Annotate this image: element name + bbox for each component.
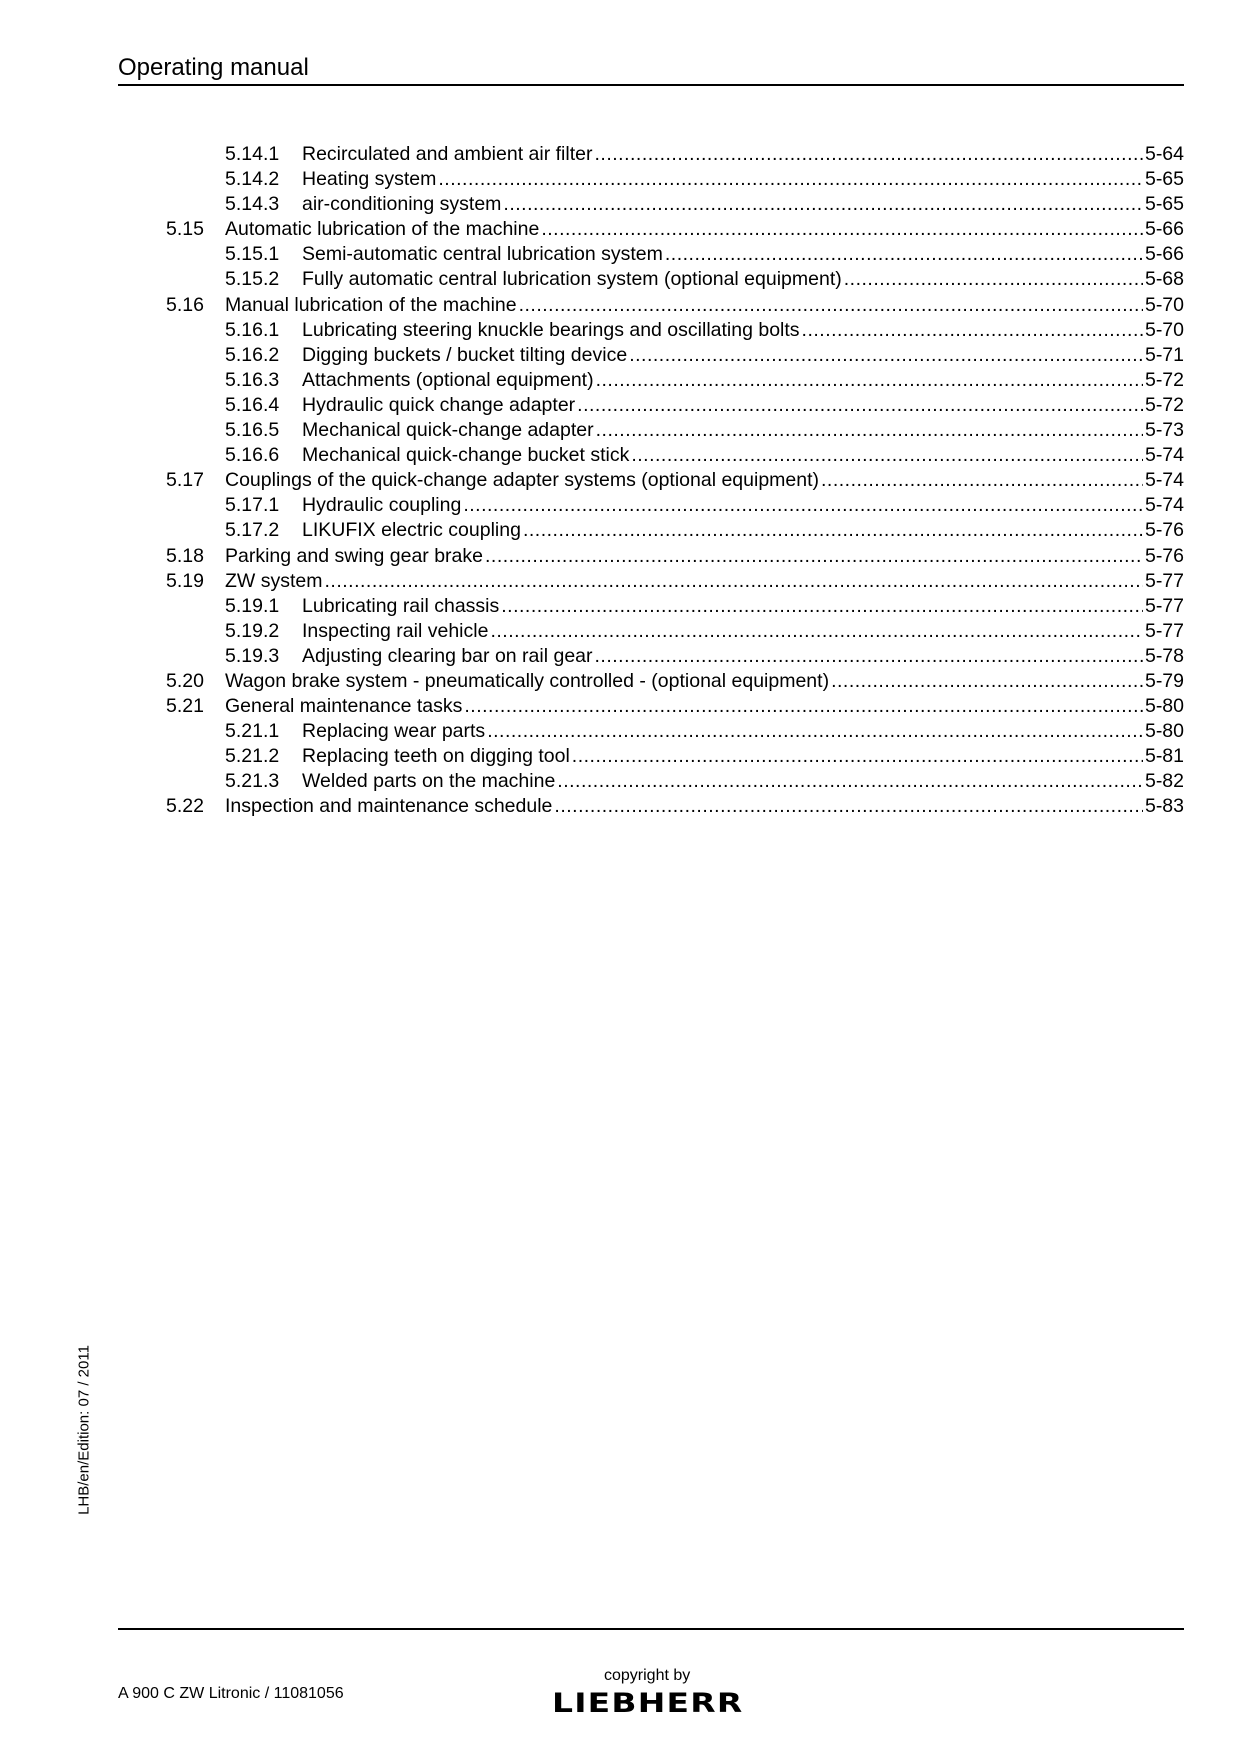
toc-entry-number: 5.16 xyxy=(166,293,204,316)
toc-entry-title: Mechanical quick-change bucket stick xyxy=(302,444,630,467)
toc-entry[interactable] xyxy=(118,418,1184,443)
toc-entry-title: Mechanical quick-change adapter xyxy=(302,419,594,442)
edition-label: LHB/en/Edition: 07 / 2011 xyxy=(75,1345,93,1515)
toc-entry-title: Inspecting rail vehicle xyxy=(302,619,489,642)
toc-dot-leader xyxy=(490,619,1143,644)
toc-entry-page: 5-70 xyxy=(1144,293,1184,316)
toc-entry-number: 5.15 xyxy=(166,218,204,241)
toc-entry[interactable] xyxy=(118,518,1184,543)
toc-dot-leader xyxy=(802,318,1143,343)
toc-entry-number: 5.21 xyxy=(166,695,204,718)
toc-dot-leader xyxy=(594,142,1142,167)
toc-entry-number: 5.15.1 xyxy=(225,243,280,266)
toc-entry-page: 5-66 xyxy=(1144,218,1184,241)
footer-divider xyxy=(118,1628,1184,1630)
toc-entry-page: 5-74 xyxy=(1144,494,1184,517)
toc-entry[interactable] xyxy=(118,594,1184,619)
toc-entry[interactable] xyxy=(118,393,1184,418)
toc-entry-number: 5.17.2 xyxy=(225,519,280,542)
toc-entry[interactable] xyxy=(118,493,1184,518)
header-divider xyxy=(118,84,1184,86)
toc-entry[interactable] xyxy=(118,644,1184,669)
toc-entry-title: Couplings of the quick-change adapter systems (optional equipment) xyxy=(225,469,820,492)
toc-entry-number: 5.17 xyxy=(166,469,204,492)
toc-entry-number: 5.19.3 xyxy=(225,644,280,667)
toc-entry-title: Replacing teeth on digging tool xyxy=(302,745,570,768)
toc-dot-leader xyxy=(631,443,1143,468)
toc-entry[interactable] xyxy=(118,443,1184,468)
toc-entry-number: 5.17.1 xyxy=(225,494,280,517)
toc-entry-title: LIKUFIX electric coupling xyxy=(302,519,521,542)
toc-entry-title: Replacing wear parts xyxy=(302,720,486,743)
toc-entry-number: 5.14.1 xyxy=(225,143,280,165)
toc-entry-title: Hydraulic coupling xyxy=(302,494,462,517)
toc-entry-number: 5.15.2 xyxy=(225,268,280,291)
toc-entry-page: 5-74 xyxy=(1144,444,1184,467)
toc-dot-leader xyxy=(596,368,1143,393)
footer-copyright: copyright by xyxy=(604,1667,691,1684)
toc-entry-page: 5-66 xyxy=(1144,243,1184,266)
toc-entry-number: 5.16.2 xyxy=(225,343,280,366)
toc-entry-title: Welded parts on the machine xyxy=(302,770,556,793)
toc-entry-page: 5-68 xyxy=(1144,268,1184,291)
toc-entry-page: 5-79 xyxy=(1144,669,1184,692)
toc-entry-page: 5-80 xyxy=(1144,720,1184,743)
toc-entry-number: 5.14.3 xyxy=(225,193,280,216)
toc-dot-leader xyxy=(665,242,1143,267)
toc-dot-leader xyxy=(595,644,1143,669)
toc-entry[interactable] xyxy=(118,769,1184,794)
toc-entry-number: 5.16.1 xyxy=(225,318,280,341)
toc-dot-leader xyxy=(554,794,1143,819)
toc-dot-leader xyxy=(503,192,1143,217)
liebherr-logo: LIEBHERR xyxy=(552,1688,744,1719)
toc-entry-page: 5-82 xyxy=(1144,770,1184,793)
toc-dot-leader xyxy=(629,343,1143,368)
toc-dot-leader xyxy=(438,167,1143,192)
toc-entry-title: General maintenance tasks xyxy=(225,695,463,718)
toc-dot-leader xyxy=(485,544,1143,569)
toc-dot-leader xyxy=(596,418,1143,443)
toc-entry[interactable] xyxy=(118,142,1184,167)
toc-entry-number: 5.19 xyxy=(166,569,204,592)
toc-entry-page: 5-80 xyxy=(1144,695,1184,718)
toc-entry-title: Semi-automatic central lubrication system xyxy=(302,243,663,266)
toc-entry-title: air-conditioning system xyxy=(302,193,502,216)
toc-entry[interactable] xyxy=(118,744,1184,769)
toc-entry-title: Manual lubrication of the machine xyxy=(225,293,517,316)
toc-entry-title: Digging buckets / bucket tilting device xyxy=(302,343,628,366)
toc-entry[interactable] xyxy=(118,544,1184,569)
toc-entry[interactable] xyxy=(118,217,1184,242)
toc-dot-leader xyxy=(523,518,1143,543)
toc-dot-leader xyxy=(501,594,1143,619)
toc-entry-number: 5.16.5 xyxy=(225,419,280,442)
toc-dot-leader xyxy=(463,493,1143,518)
toc-entry-title: Parking and swing gear brake xyxy=(225,544,483,567)
toc-entry[interactable] xyxy=(118,694,1184,719)
toc-entry-page: 5-65 xyxy=(1144,168,1184,191)
toc-entry-page: 5-74 xyxy=(1144,469,1184,492)
toc-entry-title: Inspection and maintenance schedule xyxy=(225,795,553,818)
toc-dot-leader xyxy=(519,293,1143,318)
toc-entry[interactable] xyxy=(118,569,1184,594)
toc-entry-page: 5-81 xyxy=(1144,745,1184,768)
toc-entry-number: 5.21.1 xyxy=(225,720,280,743)
toc-dot-leader xyxy=(844,267,1143,292)
toc-entry[interactable] xyxy=(118,167,1184,192)
toc-entry-title: Lubricating rail chassis xyxy=(302,594,500,617)
toc-entry[interactable] xyxy=(118,468,1184,493)
toc-entry-title: Lubricating steering knuckle bearings and oscillating bolts xyxy=(302,318,800,341)
toc-entry[interactable] xyxy=(118,192,1184,217)
toc-entry-title: Heating system xyxy=(302,168,437,191)
toc-entry-page: 5-77 xyxy=(1144,619,1184,642)
table-of-contents xyxy=(118,142,1184,820)
toc-entry[interactable] xyxy=(118,669,1184,694)
toc-dot-leader xyxy=(464,694,1143,719)
toc-entry-page: 5-76 xyxy=(1144,519,1184,542)
toc-entry-title: ZW system xyxy=(225,569,323,592)
toc-entry-number: 5.19.1 xyxy=(225,594,280,617)
toc-dot-leader xyxy=(577,393,1143,418)
toc-entry-page: 5-78 xyxy=(1144,644,1184,667)
toc-entry[interactable] xyxy=(118,719,1184,744)
toc-entry-title: Automatic lubrication of the machine xyxy=(225,218,540,241)
toc-entry-number: 5.16.4 xyxy=(225,393,280,416)
toc-dot-leader xyxy=(572,744,1143,769)
toc-dot-leader xyxy=(831,669,1143,694)
toc-dot-leader xyxy=(821,468,1143,493)
toc-entry[interactable] xyxy=(118,267,1184,292)
toc-entry-number: 5.20 xyxy=(166,669,204,692)
toc-entry[interactable] xyxy=(118,368,1184,393)
toc-entry-number: 5.14.2 xyxy=(225,168,280,191)
toc-dot-leader xyxy=(325,569,1143,594)
toc-entry-number: 5.22 xyxy=(166,795,204,818)
toc-entry[interactable] xyxy=(118,293,1184,318)
toc-entry-number: 5.16.6 xyxy=(225,444,280,467)
toc-entry[interactable] xyxy=(118,794,1184,819)
toc-entry-page: 5-73 xyxy=(1144,419,1184,442)
toc-entry-number: 5.21.3 xyxy=(225,770,280,793)
toc-entry-page: 5-70 xyxy=(1144,318,1184,341)
toc-entry-title: Attachments (optional equipment) xyxy=(302,368,594,391)
toc-entry-page: 5-64 xyxy=(1144,143,1184,165)
toc-entry-number: 5.21.2 xyxy=(225,745,280,768)
toc-entry[interactable] xyxy=(118,619,1184,644)
toc-entry-title: Fully automatic central lubrication system (optional equipment) xyxy=(302,268,842,291)
toc-entry[interactable] xyxy=(118,343,1184,368)
page-title: Operating manual xyxy=(118,54,309,81)
toc-entry-title: Wagon brake system - pneumatically controlled - (optional equipment) xyxy=(225,669,830,692)
toc-entry-page: 5-72 xyxy=(1144,393,1184,416)
toc-entry-number: 5.18 xyxy=(166,544,204,567)
toc-entry[interactable] xyxy=(118,242,1184,267)
toc-entry-page: 5-77 xyxy=(1144,569,1184,592)
toc-dot-leader xyxy=(557,769,1143,794)
toc-dot-leader xyxy=(541,217,1143,242)
toc-entry-page: 5-65 xyxy=(1144,193,1184,216)
toc-entry-number: 5.16.3 xyxy=(225,368,280,391)
toc-entry-page: 5-72 xyxy=(1144,368,1184,391)
toc-entry-page: 5-76 xyxy=(1144,544,1184,567)
toc-entry-title: Hydraulic quick change adapter xyxy=(302,393,576,416)
toc-entry-title: Adjusting clearing bar on rail gear xyxy=(302,644,593,667)
toc-entry-number: 5.19.2 xyxy=(225,619,280,642)
toc-entry-page: 5-77 xyxy=(1144,594,1184,617)
toc-entry-page: 5-83 xyxy=(1144,795,1184,818)
toc-entry-title: Recirculated and ambient air filter xyxy=(302,143,593,165)
toc-dot-leader xyxy=(487,719,1143,744)
toc-entry[interactable] xyxy=(118,318,1184,343)
toc-entry-page: 5-71 xyxy=(1144,343,1184,366)
footer-model-number: A 900 C ZW Litronic / 11081056 xyxy=(118,1685,344,1702)
